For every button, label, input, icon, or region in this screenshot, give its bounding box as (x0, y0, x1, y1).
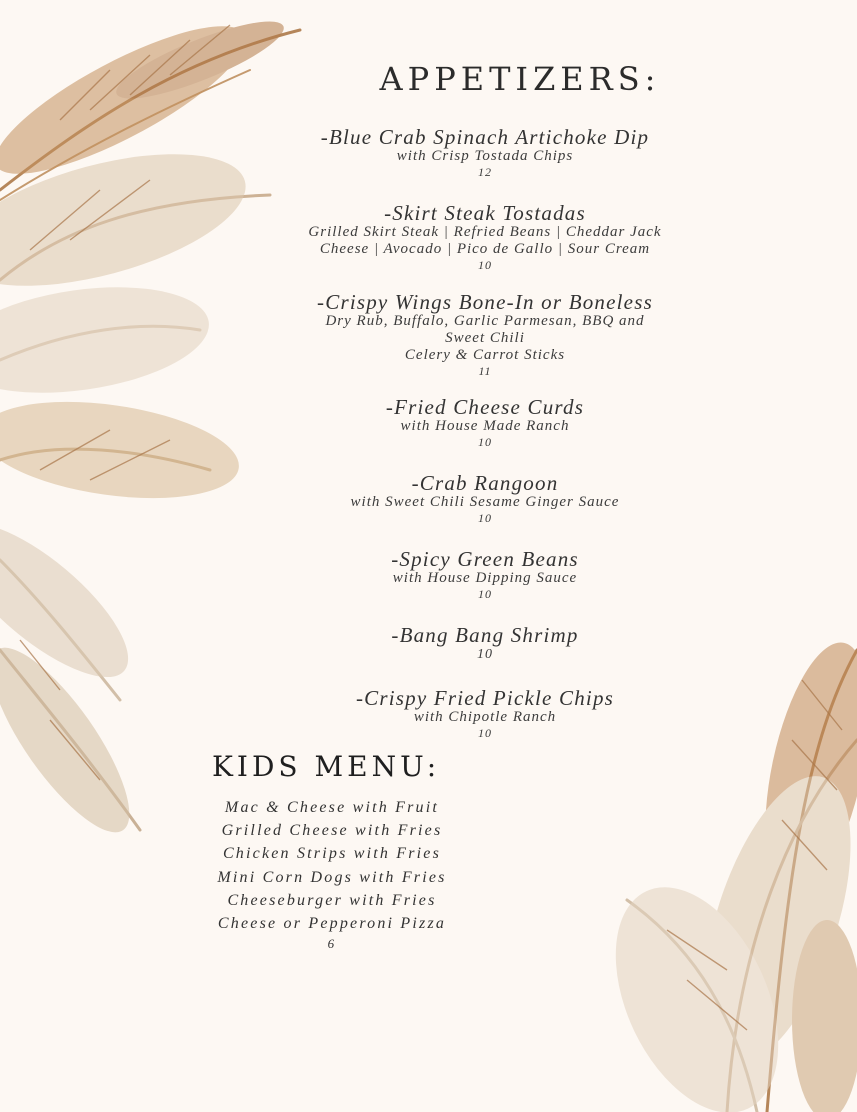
menu-item (270, 126, 700, 202)
menu-item-description: Sweet Chili (445, 330, 525, 346)
menu-item (270, 687, 700, 741)
kids-menu-item: Mini Corn Dogs with Fries (217, 868, 447, 886)
menu-item-price: 10 (478, 587, 492, 601)
kids-menu-title: KIDS MENU: (212, 750, 441, 783)
menu-item (270, 624, 700, 687)
menu-item-price: 10 (478, 435, 492, 449)
kids-menu-item: Cheeseburger with Fries (227, 891, 437, 909)
kids-menu-item: Cheese or Pepperoni Pizza (217, 915, 447, 933)
appetizer-list (270, 126, 700, 741)
menu-item-description: Celery & Carrot Sticks (404, 347, 566, 363)
menu-item-name: -Crab Rangoon (411, 471, 559, 495)
kids-menu-list (200, 796, 464, 953)
menu-item-name: -Blue Crab Spinach Artichoke Dip (320, 125, 650, 149)
kids-menu-item: Chicken Strips with Fries (222, 845, 442, 863)
menu-item-description: Dry Rub, Buffalo, Garlic Parmesan, BBQ and (325, 313, 645, 329)
menu-item-price: 12 (478, 165, 492, 179)
menu-item-price: 10 (478, 511, 492, 525)
menu-item-name: -Bang Bang Shrimp (391, 623, 579, 647)
menu-item-description: with Crisp Tostada Chips (396, 148, 574, 164)
menu-item-name: -Skirt Steak Tostadas (384, 201, 586, 225)
menu-item (270, 396, 700, 472)
menu-item-price: 10 (477, 647, 493, 662)
menu-item-description: Grilled Skirt Steak | Refried Beans | Cheddar Jack (308, 224, 662, 240)
menu-item-name: -Fried Cheese Curds (385, 395, 585, 419)
appetizers-title: APPETIZERS: (379, 60, 661, 98)
menu-item (270, 202, 700, 291)
menu-item-price: 10 (478, 258, 492, 272)
kids-menu-item: Grilled Cheese with Fries (221, 822, 443, 840)
menu-item-name: -Crispy Wings Bone-In or Boneless (317, 290, 653, 314)
menu-item (270, 548, 700, 624)
kids-menu-price: 6 (327, 936, 337, 952)
menu-item-name: -Crispy Fried Pickle Chips (355, 686, 615, 710)
menu-item-description: with House Made Ranch (400, 418, 570, 434)
menu-item-name: -Spicy Green Beans (391, 547, 579, 571)
menu-item-description: with Sweet Chili Sesame Ginger Sauce (350, 494, 620, 510)
menu-item (270, 472, 700, 548)
kids-menu-item: Mac & Cheese with Fruit (224, 799, 440, 816)
menu-item-description: with Chipotle Ranch (413, 709, 557, 725)
menu-item-price: 10 (478, 726, 492, 740)
menu-item-description: with House Dipping Sauce (392, 570, 578, 586)
menu-item-price: 11 (478, 364, 492, 378)
menu-item-description: Cheese | Avocado | Pico de Gallo | Sour Cream (319, 241, 651, 257)
menu-item (270, 291, 700, 396)
